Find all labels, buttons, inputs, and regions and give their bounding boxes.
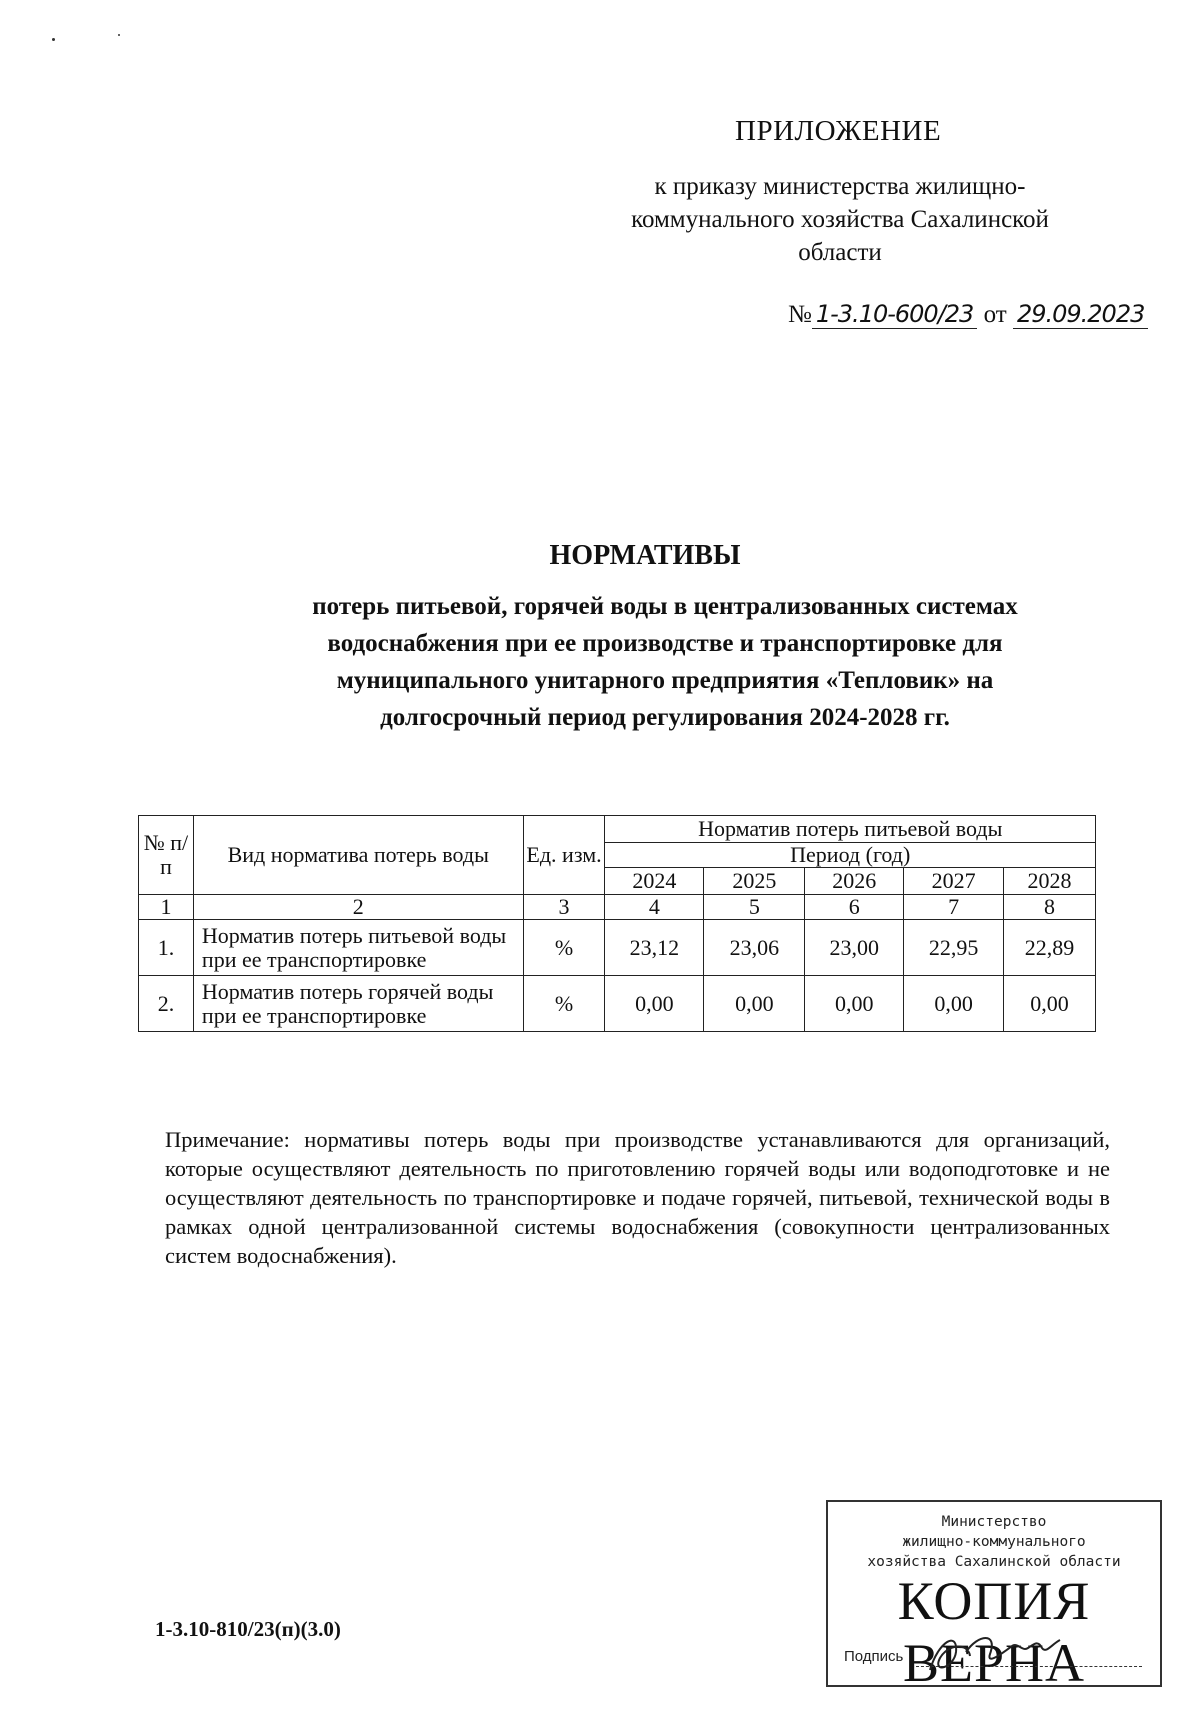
document-subtitle-line: водоснабжения при ее производстве и транспортировке для [327,630,1003,657]
stamp-text: КОПИЯ ВЕРНА [897,1571,1091,1693]
header-group: Норматив потерь питьевой воды [605,816,1096,843]
header-year: 2024 [605,868,704,895]
certification-stamp [826,1500,1162,1693]
index-cell: 4 [605,895,704,920]
appendix-subtitle-line: коммунального хозяйства Сахалинской [631,206,1049,233]
scan-speck [118,34,120,36]
order-date-label: от [983,301,1007,328]
stamp-signature-label: Подпись [844,1648,904,1665]
header-year: 2028 [1004,868,1096,895]
stamp-org-line: Министерство [941,1514,1047,1530]
row-unit: % [523,920,605,976]
order-reference [788,300,1148,329]
row-type: Норматив потерь горячей воды при ее транспортировке [193,976,523,1032]
header-year: 2027 [904,868,1004,895]
table-row [139,920,1096,976]
stamp-org-line: хозяйства Сахалинской области [867,1554,1121,1570]
document-subtitle-line: потерь питьевой, горячей воды в централизованных системах [312,593,1018,620]
table-row [139,976,1096,1032]
document-subtitle [240,588,1090,736]
document-subtitle-line: долгосрочный период регулирования 2024-2028 гг. [380,704,950,731]
row-num: 1. [139,920,194,976]
row-value: 0,00 [704,976,805,1032]
index-row [139,895,1096,920]
row-value: 23,00 [805,920,904,976]
index-cell: 6 [805,895,904,920]
header-type: Вид норматива потерь воды [193,816,523,895]
row-value: 0,00 [1004,976,1096,1032]
document-title: НОРМАТИВЫ [549,540,741,571]
note-paragraph: Примечание: нормативы потерь воды при производстве устанавливаются для организаций, которые осуществляют деятельность по приготовлению горячей воды или водоподготовке и не осуществляют деятельность по транспортировке и подаче горячей, питьевой, технической воды в рамках одной централизованной системы водоснабжения (совокупности централизованных систем водоснабжения). [165,1127,1110,1268]
row-value: 22,95 [904,920,1004,976]
row-unit: % [523,976,605,1032]
handwritten-signature [828,1502,1160,1685]
header-unit: Ед. изм. [523,816,605,895]
row-value: 23,12 [605,920,704,976]
row-value: 0,00 [805,976,904,1032]
order-number-label: № [788,301,812,328]
row-num: 2. [139,976,194,1032]
row-value: 23,06 [704,920,805,976]
norms-table [138,815,1096,1032]
appendix-subtitle-line: к приказу министерства жилищно- [654,173,1026,200]
row-value: 0,00 [605,976,704,1032]
header-period: Период (год) [605,843,1096,868]
index-cell: 1 [139,895,194,920]
header-year: 2025 [704,868,805,895]
header-num: № п/п [139,816,194,895]
appendix-title: ПРИЛОЖЕНИЕ [735,115,942,147]
index-cell: 8 [1004,895,1096,920]
document-code: 1-3.10-810/23(п)(3.0) [155,1617,341,1641]
appendix-subtitle-line: области [798,239,882,266]
index-cell: 5 [704,895,805,920]
document-subtitle-line: муниципального унитарного предприятия «Тепловик» на [336,667,994,694]
appendix-subtitle [585,170,1095,269]
index-cell: 7 [904,895,1004,920]
row-value: 0,00 [904,976,1004,1032]
row-value: 22,89 [1004,920,1096,976]
scan-speck [52,38,55,41]
order-date: 29.09.2023 [1013,300,1148,329]
stamp-org-line: жилищно-коммунального [902,1534,1086,1550]
row-type: Норматив потерь питьевой воды при ее транспортировке [193,920,523,976]
header-year: 2026 [805,868,904,895]
index-cell: 2 [193,895,523,920]
order-number: 1-3.10-600/23 [812,300,977,329]
index-cell: 3 [523,895,605,920]
